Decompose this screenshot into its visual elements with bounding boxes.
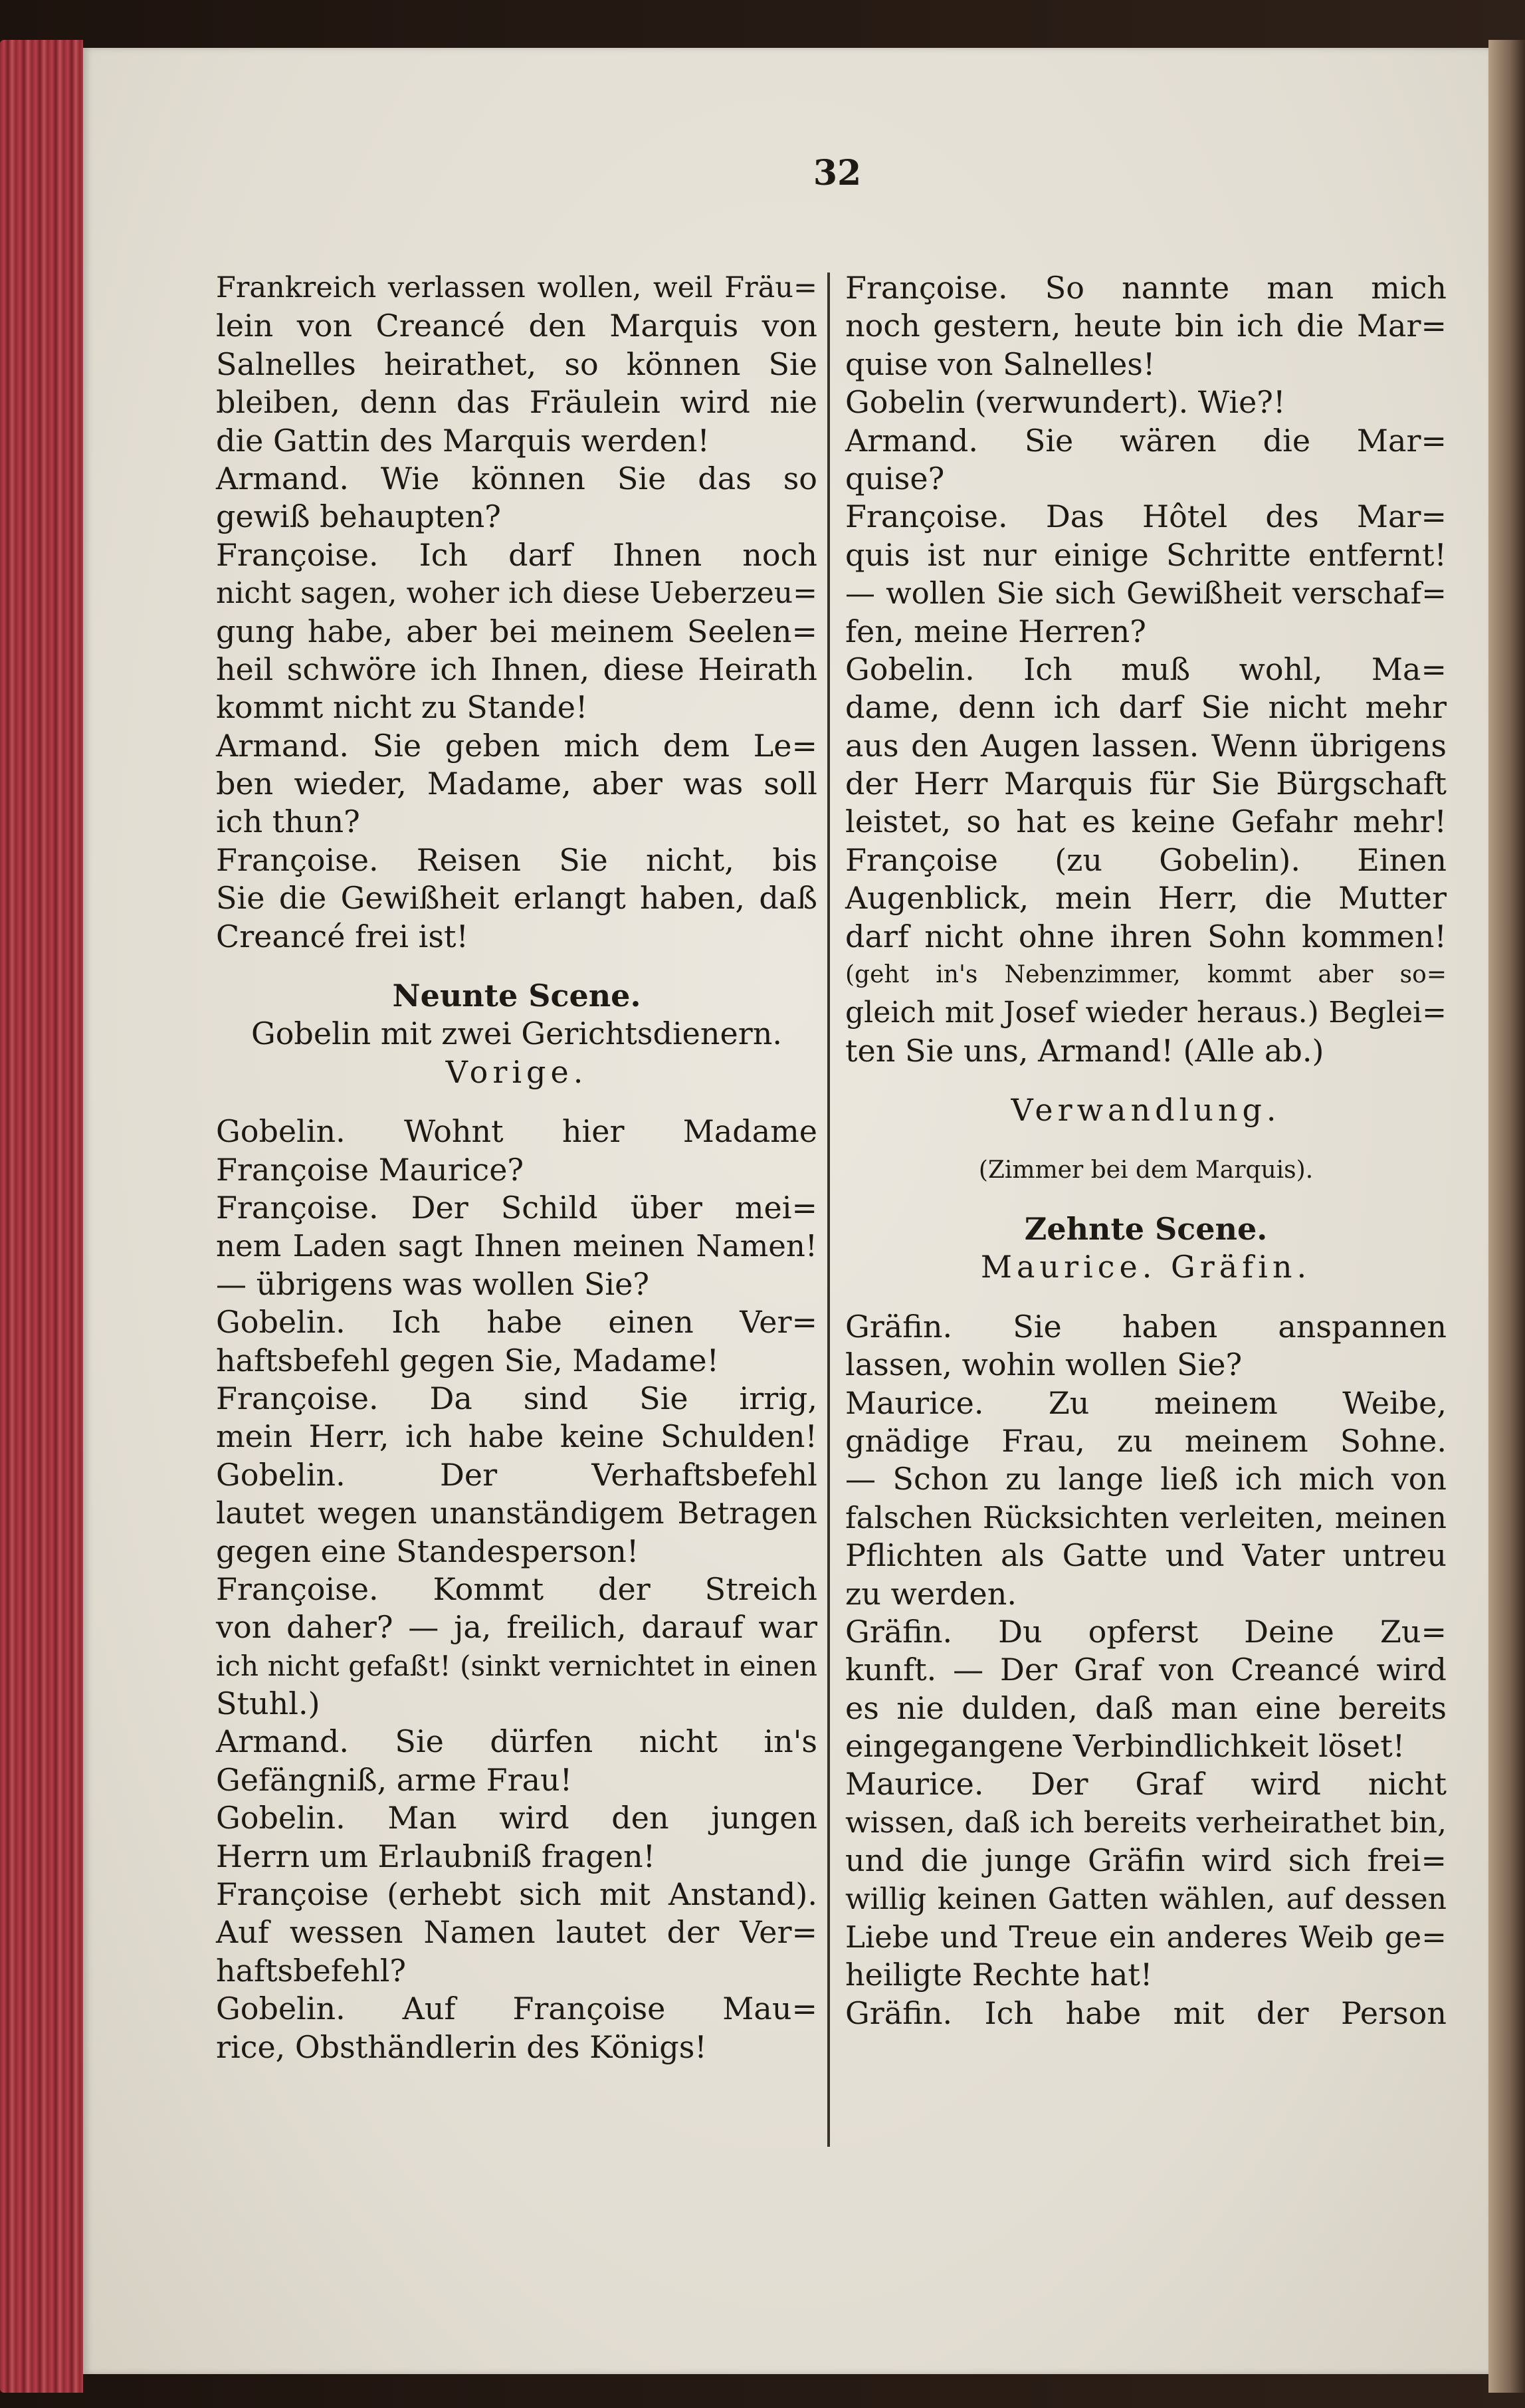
page-number: 32 — [813, 153, 862, 193]
text-line: gung habe, aber bei meinem Seelen= — [216, 613, 817, 649]
stage-direction: (geht in's Nebenzimmer, kommt aber so= — [845, 961, 1447, 989]
text-line: heiligte Rechte hat! — [845, 1957, 1153, 1993]
right-column — [845, 269, 1447, 2032]
text-line: gnädige Frau, zu meinem Sohne. — [845, 1422, 1447, 1459]
text-line: haftsbefehl gegen Sie, Madame! — [216, 1342, 720, 1378]
text-line: Augenblick, mein Herr, die Mutter — [845, 880, 1447, 917]
text-line: fen, meine Herren? — [845, 613, 1146, 649]
text-line: Stuhl.) — [216, 1686, 320, 1722]
text-line: Pflichten als Gatte und Vater untreu — [845, 1537, 1447, 1574]
scene-heading: Zehnte Scene. — [1024, 1210, 1268, 1247]
text-line: eingegangene Verbindlichkeit löset! — [845, 1728, 1405, 1765]
text-line: zu werden. — [845, 1575, 1017, 1612]
text-line: kunft. — Der Graf von Creancé wird — [845, 1652, 1447, 1688]
text-line: Frankreich verlassen wollen, weil Fräu= — [216, 271, 817, 304]
text-line: lassen, wohin wollen Sie? — [845, 1347, 1243, 1383]
text-line: Françoise. Kommt der Streich — [216, 1571, 817, 1607]
text-line: Armand. Wie können Sie das so — [216, 460, 817, 496]
text-line: leistet, so hat es keine Gefahr mehr! — [845, 804, 1447, 840]
text-line: es nie dulden, daß man eine bereits — [845, 1690, 1447, 1726]
scene-change: Verwandlung. — [1011, 1092, 1281, 1129]
text-line: Salnelles heirathet, so können Sie — [216, 346, 817, 382]
text-line: — Schon zu lange ließ ich mich von — [845, 1461, 1447, 1497]
text-line: Armand. Sie dürfen nicht in's — [216, 1723, 817, 1760]
text-line: quise? — [845, 460, 945, 496]
text-line: Armand. Sie wären die Mar= — [845, 422, 1447, 459]
left-column — [216, 269, 817, 2066]
text-line: gegen eine Standesperson! — [216, 1533, 639, 1569]
text-line: noch gestern, heute bin ich die Mar= — [845, 308, 1447, 344]
text-line: willig keinen Gatten wählen, auf dessen — [845, 1882, 1447, 1916]
text-line: wissen, daß ich bereits verheirathet bin, — [845, 1805, 1447, 1840]
stage-direction: Gobelin mit zwei Gerichtsdienern. — [251, 1016, 782, 1052]
text-line: Herrn um Erlaubniß fragen! — [216, 1838, 656, 1874]
text-line: heil schwöre ich Ihnen, diese Heirath — [216, 651, 817, 687]
text-line: Maurice. Der Graf wird nicht — [845, 1766, 1447, 1803]
text-line: Gobelin. Wohnt hier Madame — [216, 1113, 817, 1150]
stage-direction: Maurice. Gräfin. — [980, 1249, 1312, 1285]
text-line: Gefängniß, arme Frau! — [216, 1761, 573, 1798]
text-line: dame, denn ich darf Sie nicht mehr — [845, 689, 1447, 726]
text-line: Françoise. So nannte man mich — [845, 270, 1447, 306]
text-line: ich nicht gefaßt! (sinkt vernichtet in einen — [216, 1649, 817, 1682]
text-line: Françoise. Der Schild über mei= — [216, 1189, 817, 1226]
text-line: lautet wegen unanständigem Betragen — [216, 1495, 817, 1531]
text-line: Françoise. Das Hôtel des Mar= — [845, 498, 1447, 535]
text-line: Gobelin. Man wird den jungen — [216, 1800, 817, 1836]
text-line: ich thun? — [216, 804, 360, 840]
stage-direction: (Zimmer bei dem Marquis). — [978, 1156, 1314, 1184]
text-line: Françoise. Ich darf Ihnen noch — [216, 536, 817, 573]
text-line: darf nicht ohne ihren Sohn kommen! — [845, 918, 1447, 954]
text-line: quis ist nur einige Schritte entfernt! — [845, 536, 1447, 573]
text-line: kommt nicht zu Stande! — [216, 689, 588, 726]
book-edge-right — [1488, 40, 1525, 2393]
text-line: Creancé frei ist! — [216, 918, 468, 954]
text-line: lein von Creancé den Marquis von — [216, 308, 817, 344]
text-line: Gobelin (verwundert). Wie?! — [845, 384, 1286, 421]
text-line: Françoise. Da sind Sie irrig, — [216, 1380, 817, 1416]
text-line: Françoise (zu Gobelin). Einen — [845, 841, 1447, 878]
text-line: haftsbefehl? — [216, 1952, 407, 1989]
text-line: Auf wessen Namen lautet der Ver= — [216, 1914, 817, 1951]
text-line: rice, Obsthändlerin des Königs! — [216, 2028, 707, 2065]
text-line: Gobelin. Auf Françoise Mau= — [216, 1991, 817, 2027]
text-line: und die junge Gräfin wird sich frei= — [845, 1842, 1447, 1879]
text-line: falschen Rücksichten verleiten, meinen — [845, 1499, 1447, 1535]
text-line: mein Herr, ich habe keine Schulden! — [216, 1418, 817, 1455]
text-line: Gobelin. Ich muß wohl, Ma= — [845, 651, 1447, 687]
text-line: der Herr Marquis für Sie Bürgschaft — [845, 766, 1447, 802]
text-line: Gräfin. Du opferst Deine Zu= — [845, 1613, 1447, 1650]
text-line: ten Sie uns, Armand! (Alle ab.) — [845, 1032, 1324, 1069]
text-line: — wollen Sie sich Gewißheit verschaf= — [845, 576, 1447, 611]
text-line: Armand. Sie geben mich dem Le= — [216, 727, 817, 764]
text-line: bleiben, denn das Fräulein wird nie — [216, 384, 817, 421]
text-line: Françoise (erhebt sich mit Anstand). — [216, 1876, 817, 1913]
stage-direction: Vorige. — [445, 1053, 588, 1090]
scene-heading: Neunte Scene. — [392, 978, 641, 1014]
text-line: Sie die Gewißheit erlangt haben, daß — [216, 880, 817, 917]
text-line: nicht sagen, woher ich diese Ueberzeu= — [216, 576, 817, 611]
text-line: Gräfin. Sie haben anspannen — [845, 1308, 1447, 1345]
text-line: von daher? — ja, freilich, darauf war — [216, 1609, 817, 1646]
book-edge-red — [0, 40, 83, 2393]
text-line: Gobelin. Ich habe einen Ver= — [216, 1304, 817, 1341]
text-line: gewiß behaupten? — [216, 498, 501, 535]
text-line: die Gattin des Marquis werden! — [216, 422, 710, 459]
text-line: — übrigens was wollen Sie? — [216, 1265, 650, 1302]
column-divider — [827, 273, 830, 2147]
text-line: Gräfin. Ich habe mit der Person — [845, 1995, 1447, 2031]
text-line: gleich mit Josef wieder heraus.) Beglei= — [845, 996, 1447, 1030]
text-line: aus den Augen lassen. Wenn übrigens — [845, 727, 1447, 764]
text-line: Maurice. Zu meinem Weibe, — [845, 1384, 1447, 1421]
text-line: Gobelin. Der Verhaftsbefehl — [216, 1456, 817, 1493]
text-line: Françoise Maurice? — [216, 1151, 524, 1188]
text-line: nem Laden sagt Ihnen meinen Namen! — [216, 1228, 817, 1264]
text-line: Françoise. Reisen Sie nicht, bis — [216, 841, 817, 878]
text-line: quise von Salnelles! — [845, 346, 1156, 382]
text-line: ben wieder, Madame, aber was soll — [216, 766, 817, 802]
text-line: Liebe und Treue ein anderes Weib ge= — [845, 1919, 1447, 1955]
